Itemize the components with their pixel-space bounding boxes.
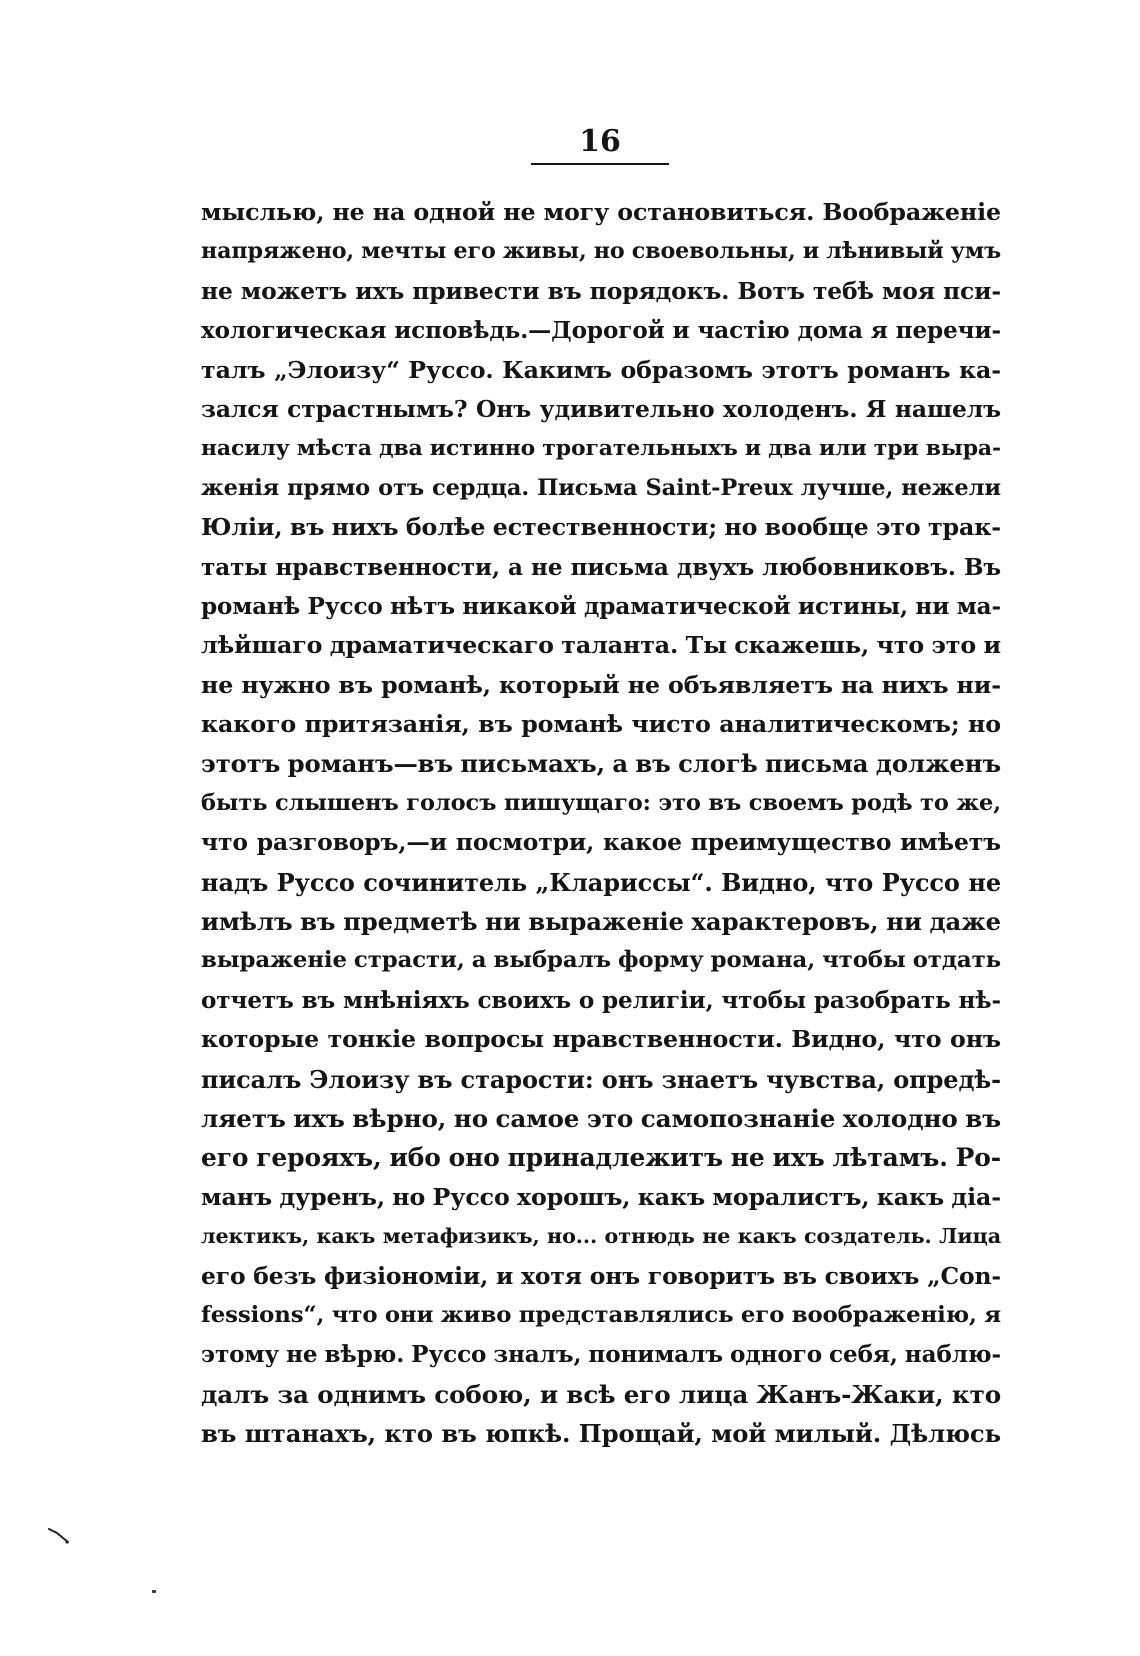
text-line: писалъ Элоизу въ старости: онъ знаетъ чувства, опредѣ- bbox=[201, 1064, 1001, 1094]
text-line: его безъ физiономiи, и хотя онъ говоритъ въ своихъ „Con- bbox=[201, 1261, 1001, 1290]
text-line: не нужно въ романѣ, который не объявляетъ на нихъ ни- bbox=[201, 670, 1001, 699]
text-line: лектикъ, какъ метафизикъ, но... отнюдь не какъ создатель. Лица bbox=[201, 1224, 1001, 1249]
body-text bbox=[201, 193, 1001, 1454]
text-line: ляетъ ихъ вѣрно, но самое это самопознанiе холодно въ bbox=[201, 1103, 1001, 1133]
text-line: мыслью, не на одной не могу остановиться. Воображенiе bbox=[201, 198, 1001, 226]
ink-speck-mark bbox=[152, 1590, 156, 1593]
text-line: что разговоръ,—и посмотри, какое преимущество имѣетъ bbox=[201, 828, 1001, 857]
text-line: fessions“, что они живо представлялись его воображенiю, я bbox=[201, 1301, 1001, 1328]
text-line: надъ Руссо сочинитель „Клариссы“. Видно, что Руссо не bbox=[201, 867, 1001, 897]
text-line: не можетъ ихъ привести въ порядокъ. Вотъ тебѣ моя пси- bbox=[201, 276, 1001, 305]
ink-smudge-mark bbox=[48, 1528, 70, 1544]
text-line: его герояхъ, ибо оно принадлежитъ не ихъ лѣтамъ. Ро- bbox=[201, 1143, 1001, 1173]
text-line: таты нравственности, а не письма двухъ любовниковъ. Въ bbox=[201, 553, 1001, 581]
text-line: зался страстнымъ? Онъ удивительно холоденъ. Я нашелъ bbox=[201, 394, 1001, 423]
text-line: женiя прямо отъ сердца. Письма Saint-Preux лучше, нежели bbox=[201, 474, 1001, 501]
text-line: въ штанахъ, кто въ юпкѣ. Прощай, мой милый. Дѣлюсь bbox=[201, 1419, 1001, 1449]
text-line: манъ дуренъ, но Руссо хорошъ, какъ моралистъ, какъ дiа- bbox=[201, 1182, 1001, 1211]
page-number-rule bbox=[531, 163, 669, 165]
text-line: Юлiи, въ нихъ болѣе естественности; но вообще это трак- bbox=[201, 513, 1001, 542]
text-line: талъ „Элоизу“ Руссо. Какимъ образомъ этотъ романъ ка- bbox=[201, 355, 1001, 384]
text-line: напряжено, мечты его живы, но своевольны, и лѣнивый умъ bbox=[201, 238, 1001, 265]
text-line: этотъ романъ—въ письмахъ, а въ слогѣ письма долженъ bbox=[201, 749, 1001, 779]
text-line: романѣ Руссо нѣтъ никакой драматической истины, ни ма- bbox=[201, 592, 1001, 620]
text-line: быть слышенъ голосъ пишущаго: это въ своемъ родѣ то же, bbox=[201, 789, 1001, 816]
text-line: хологическая исповѣдь.—Дорогой и частiю дома я перечи- bbox=[201, 317, 1001, 345]
text-line: этому не вѣрю. Руссо зналъ, понималъ одного себя, наблю- bbox=[201, 1341, 1001, 1369]
text-line: выраженiе страсти, а выбралъ форму романа, чтобы отдать bbox=[201, 947, 1001, 974]
text-line: насилу мѣста два истинно трогательныхъ и два или три выра- bbox=[201, 435, 1001, 462]
text-line: далъ за однимъ собою, и всѣ его лица Жанъ-Жаки, кто bbox=[201, 1379, 1001, 1409]
text-line: отчетъ въ мнѣнiяхъ своихъ о религiи, чтобы разобрать нѣ- bbox=[201, 986, 1001, 1014]
page-number: 16 bbox=[579, 124, 621, 159]
text-line: какого притязанiя, въ романѣ чисто аналитическомъ; но bbox=[201, 710, 1001, 739]
text-line: которые тонкiе вопросы нравственности. Видно, что онъ bbox=[201, 1025, 1001, 1054]
text-line: лѣйшаго драматическаго таланта. Ты скажешь, что это и bbox=[201, 631, 1001, 660]
text-line: имѣлъ въ предметѣ ни выраженiе характеровъ, ни даже bbox=[201, 907, 1001, 937]
